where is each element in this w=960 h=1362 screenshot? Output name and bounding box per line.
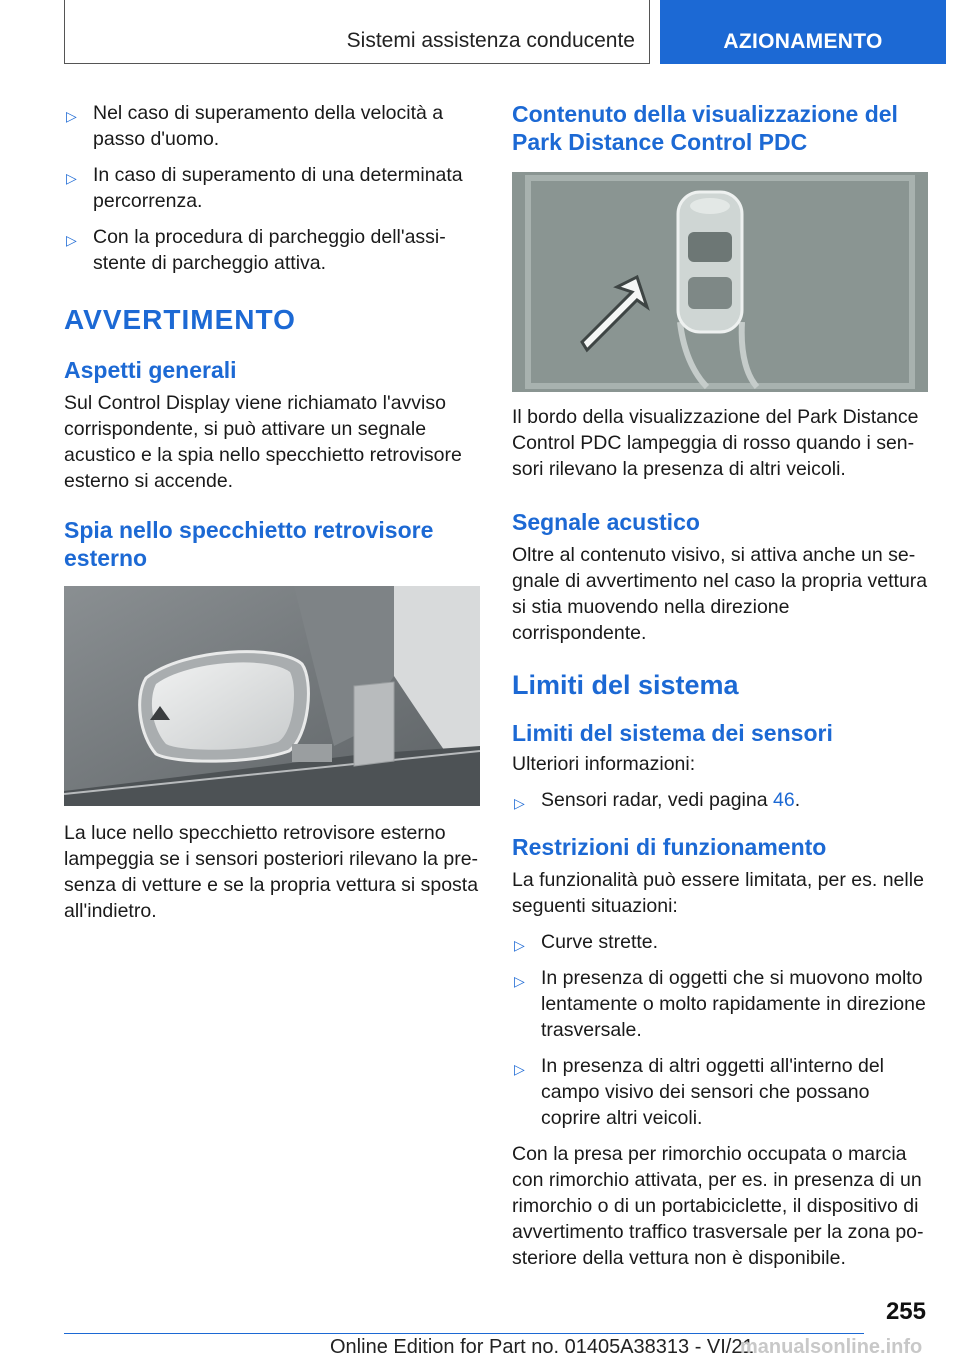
restrictions-bullet-list xyxy=(512,929,928,1131)
chapter-tab[interactable]: AZIONAMENTO xyxy=(660,0,946,64)
pdc-text: Il bordo della visualizzazione del Park Distance Control PDC lampeggia di rosso quando i sensori rilevano la presenza di altri veicoli. xyxy=(512,406,919,480)
sensor-limits-heading: Limiti del sistema dei sensori xyxy=(512,720,833,746)
restrictions-heading: Restrizioni di funzionamento xyxy=(512,834,827,860)
pdc-heading: Contenuto della visualizzazione del Park Distance Control PDC xyxy=(512,101,898,155)
page-link[interactable]: 46 xyxy=(773,789,795,811)
list-item: ▷ In presenza di oggetti che si muovono molto lentamente o molto rapidamente in direzione trasversale. xyxy=(514,967,926,1041)
triangle-bullet-icon: ▷ xyxy=(514,1061,525,1077)
trailer-text: Con la presa per rimorchio occupata o marcia con rimorchio attivata, per es. in presenza di un rimorchio o di un portabiciclette, il dispositivo di avvertimento traffico trasversale per la zona posteriore della vettura non è disponibile. xyxy=(512,1143,924,1269)
page-number: 255 xyxy=(885,1298,926,1325)
triangle-bullet-icon: ▷ xyxy=(66,108,77,124)
left-column xyxy=(64,100,480,924)
general-heading: Aspetti generali xyxy=(64,357,237,383)
list-item: ▷ In caso di superamento di una determinata percorrenza. xyxy=(66,164,463,212)
footer-divider xyxy=(64,1333,864,1334)
section-title: Sistemi assistenza conducente xyxy=(346,29,635,52)
right-column xyxy=(512,100,928,1271)
triangle-bullet-icon: ▷ xyxy=(66,232,77,248)
restrictions-intro: La funzionalità può essere limitata, per es. nelle seguenti situazioni: xyxy=(512,869,924,917)
general-text: Sul Control Display viene richiamato l'avviso corrispondente, si può attivare un segnale acustico e la spia nello specchietto retrovisore esterno si accende. xyxy=(64,392,462,492)
acoustic-heading: Segnale acustico xyxy=(512,509,700,535)
edition-text: Online Edition for Part no. 01405A38313 - VI/21 xyxy=(330,1336,754,1358)
triangle-bullet-icon: ▷ xyxy=(514,973,525,989)
header-section-box xyxy=(64,0,650,64)
mirror-illustration xyxy=(64,586,480,806)
list-item: ▷ Con la procedura di parcheggio dell'assistente di parcheggio attiva. xyxy=(66,226,446,274)
list-item: ▷ Nel caso di superamento della velocità a passo d'uomo. xyxy=(66,102,444,150)
watermark-logo: manualsonline.info xyxy=(740,1336,923,1358)
limits-heading: Limiti del sistema xyxy=(512,670,739,700)
triangle-bullet-icon: ▷ xyxy=(514,795,525,811)
list-item: ▷ Curve strette. xyxy=(512,929,928,955)
list-item: ▷ Sensori radar, vedi pagina 46. xyxy=(512,787,928,813)
sensor-limits-intro: Ulteriori informazioni: xyxy=(512,753,696,775)
mirror-heading: Spia nello specchietto retrovisore esterno xyxy=(64,517,434,571)
mirror-text: La luce nello specchietto retrovisore esterno lampeggia se i sensori posteriori rilevano la presenza di vetture e se la propria vettura si sposta all'indietro. xyxy=(64,822,479,922)
warning-heading: AVVERTIMENTO xyxy=(64,304,296,335)
intro-bullet-list xyxy=(64,100,480,276)
sensor-bullet-list xyxy=(512,787,928,813)
pdc-illustration xyxy=(512,172,928,392)
triangle-bullet-icon: ▷ xyxy=(66,170,77,186)
acoustic-text: Oltre al contenuto visivo, si attiva anche un segnale di avvertimento nel caso la propria vettura si stia muovendo nella direzione corrispondente. xyxy=(512,544,928,644)
triangle-bullet-icon: ▷ xyxy=(514,937,525,953)
list-item: ▷ In presenza di altri oggetti all'interno del campo visivo dei sensori che possano coprire altri veicoli. xyxy=(514,1055,885,1129)
